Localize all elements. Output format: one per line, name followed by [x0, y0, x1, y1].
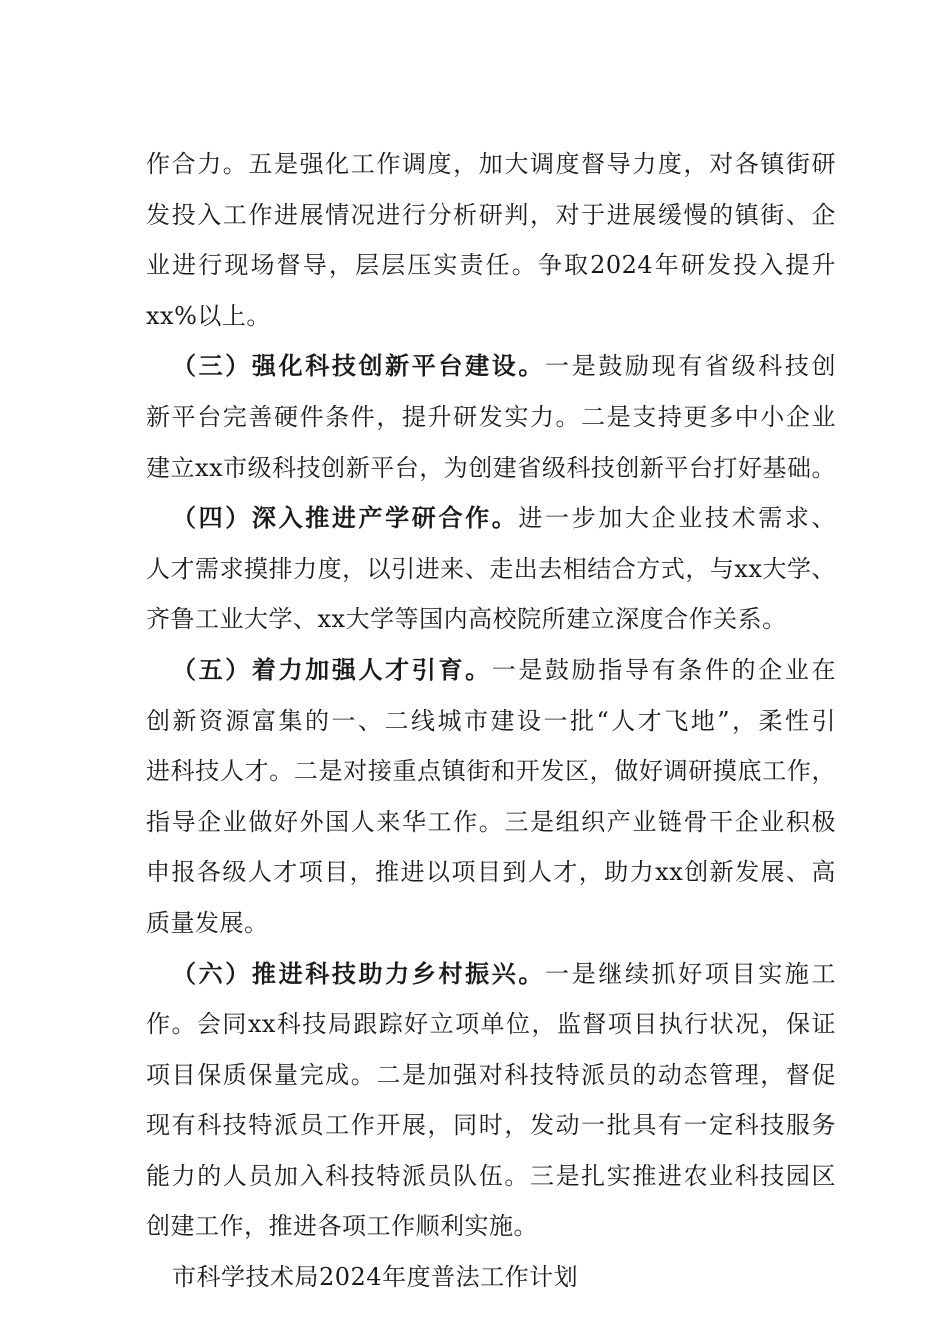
text-line: 质量发展。 [146, 908, 269, 937]
text-line: 申报各级人才项目，推进以项目到人才，助力xx创新发展、高 [146, 858, 836, 887]
text-line: 创建工作，推进各项工作顺利实施。 [146, 1212, 538, 1241]
section-heading: （五）着力加强人才引育。 [172, 654, 492, 684]
text-line: 业进行现场督导，层层压实责任。争取2024年研发投入提升 [146, 251, 836, 280]
text-line: 人才需求摸排力度，以引进来、走出去相结合方式，与xx大学、 [146, 554, 836, 583]
text-line: 创新资源富集的一、二线城市建设一批“人才飞地”，柔性引 [146, 706, 836, 735]
section-heading: （三）强化科技创新平台建设。 [172, 351, 546, 381]
text-line: 作合力。五是强化工作调度，加大调度督导力度，对各镇街研 [146, 150, 836, 178]
text-line: 进科技人才。二是对接重点镇街和开发区，做好调研摸底工作， [146, 757, 836, 786]
text-line: 齐鲁工业大学、xx大学等国内高校院所建立深度合作关系。 [146, 605, 787, 634]
section-first-line [146, 497, 836, 548]
section-first-line [146, 345, 836, 396]
section-text: 一是鼓励指导有条件的企业在 [491, 655, 836, 684]
section-first-line [146, 953, 836, 1004]
text-line: 现有科技特派员工作开展，同时，发动一批具有一定科技服务 [146, 1111, 836, 1140]
text-line: xx%以上。 [146, 301, 271, 330]
text-line: 指导企业做好外国人来华工作。三是组织产业链骨干企业积极 [146, 807, 836, 836]
section-text: 一是鼓励现有省级科技创 [545, 352, 837, 381]
text-line: 建立xx市级科技创新平台，为创建省级科技创新平台打好基础。 [146, 453, 836, 482]
paragraph-section-3 [146, 345, 836, 497]
paragraph-continuation [146, 143, 836, 345]
text-line: 能力的人员加入科技特派员队伍。三是扎实推进农业科技园区 [146, 1161, 836, 1190]
paragraph-section-6 [146, 953, 836, 1257]
section-heading: （四）深入推进产学研合作。 [172, 503, 519, 533]
section-first-line [146, 649, 836, 700]
section-heading: （六）推进科技助力乡村振兴。 [172, 958, 546, 988]
next-document-title: 市科学技术局2024年度普法工作计划 [172, 1263, 579, 1292]
section-text: 进一步加大企业技术需求、 [518, 504, 837, 533]
paragraph-section-4 [146, 497, 836, 649]
paragraph-section-5 [146, 649, 836, 953]
text-line: 发投入工作进展情况进行分析研判，对于进展缓慢的镇街、企 [146, 200, 836, 229]
section-text: 一是继续抓好项目实施工 [545, 959, 837, 988]
document-body [146, 143, 836, 1307]
text-line: 新平台完善硬件条件，提升研发实力。二是支持更多中小企业 [146, 402, 836, 431]
text-line: 项目保质保量完成。二是加强对科技特派员的动态管理，督促 [146, 1060, 836, 1089]
text-line: 作。会同xx科技局跟踪好立项单位，监督项目执行状况，保证 [146, 1010, 836, 1039]
